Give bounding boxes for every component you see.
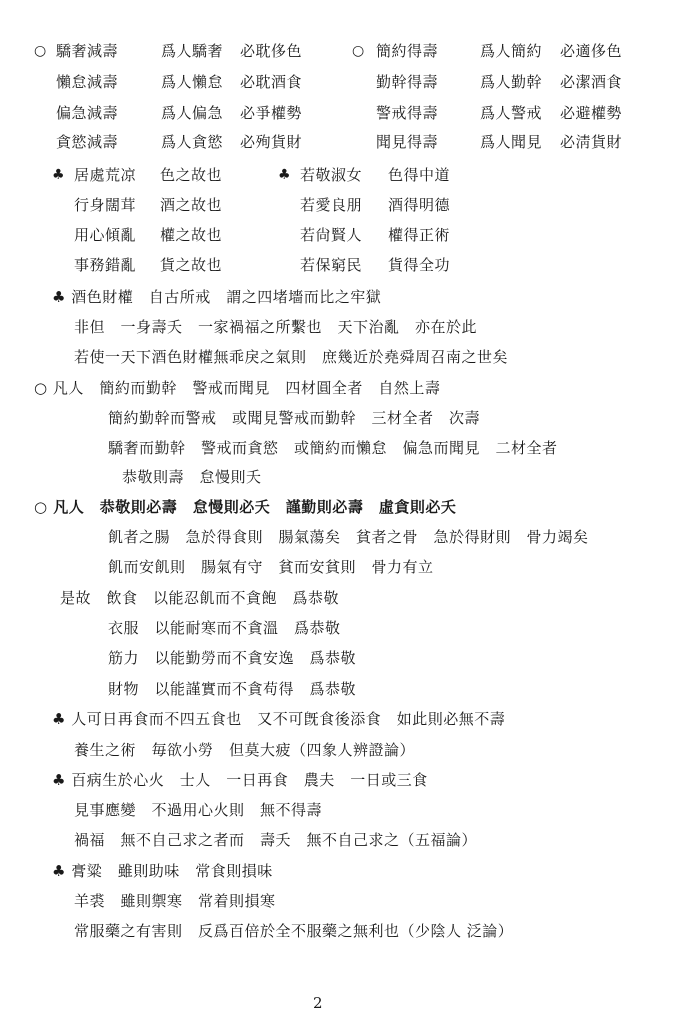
text-line: ♣ 人可日再食而不四五食也 又不可旣食後添食 如此則必無不壽 [52, 710, 506, 728]
text-cell: 權之故也 [160, 226, 223, 244]
text-cell: 聞見得壽 [376, 133, 439, 151]
text-line: 羊裘 雖則禦寒 常着則損寒 [74, 892, 276, 910]
text-line: ○ 凡人 簡約而勤幹 警戒而聞見 四材圓全者 自然上壽 [34, 379, 441, 397]
club-bullet-icon: ♣ [52, 167, 66, 183]
page-number: 2 [313, 994, 323, 1012]
text-line: 驕奢而勤幹 警戒而貪慾 或簡約而懶怠 偏急而聞見 二材全者 [108, 439, 558, 457]
text-line: 筋力 以能勤勞而不貪安逸 爲恭敬 [108, 649, 357, 667]
text-cell: 行身闊茸 [74, 196, 137, 214]
text-cell: 貨得全功 [388, 256, 451, 274]
text-cell: 用心傾亂 [74, 226, 137, 244]
text-cell: 懶怠減壽 [56, 73, 119, 91]
text-cell: 貨之故也 [160, 256, 223, 274]
text-cell: 必殉貨財 [240, 133, 303, 151]
text-cell: 必爭權勢 [240, 104, 303, 122]
text-cell: 爲人貪慾 [161, 133, 224, 151]
text-line: ○ 凡人 恭敬則必壽 怠慢則必夭 謹勤則必壽 虛貪則必夭 [34, 498, 457, 516]
text-cell: 警戒得壽 [376, 104, 439, 122]
text-cell: 若保窮民 [300, 256, 363, 274]
text-line: 簡約勤幹而警戒 或聞見警戒而勤幹 三材全者 次壽 [108, 409, 481, 427]
text-cell: 若敬淑女 [300, 166, 363, 184]
text-cell: 驕奢減壽 [56, 42, 119, 60]
text-cell: 爲人聞見 [480, 133, 543, 151]
text-cell: 必適侈色 [560, 42, 623, 60]
text-line: 衣服 以能耐寒而不貪溫 爲恭敬 [108, 619, 341, 637]
text-cell: 簡約得壽 [376, 42, 439, 60]
text-line: ♣ 酒色財權 自古所戒 謂之四堵墻而比之牢獄 [52, 288, 382, 306]
text-cell: 爲人警戒 [480, 104, 543, 122]
text-cell: 勤幹得壽 [376, 73, 439, 91]
text-cell: 爲人簡約 [480, 42, 543, 60]
text-line: 恭敬則壽 怠慢則夭 [122, 468, 262, 486]
text-line: 常服藥之有害則 反爲百倍於全不服藥之無利也（少陰人 泛論） [74, 922, 514, 940]
circle-bullet-icon: ○ [352, 43, 365, 59]
text-cell: 色得中道 [388, 166, 451, 184]
circle-bullet-icon: ○ [34, 43, 47, 59]
text-cell: 偏急減壽 [56, 104, 119, 122]
text-line: 若使一天下酒色財權無乖戾之氣則 庶幾近於堯舜周召南之世矣 [74, 348, 509, 366]
text-cell: 爲人偏急 [161, 104, 224, 122]
text-cell: 酒之故也 [160, 196, 223, 214]
text-line: ♣ 膏粱 雖則助味 常食則損味 [52, 862, 273, 880]
text-line: 是故 飲食 以能忍飢而不貪飽 爲恭敬 [60, 589, 340, 607]
text-cell: 必淸貨財 [560, 133, 623, 151]
text-cell: 必避權勢 [560, 104, 623, 122]
text-cell: 酒得明德 [388, 196, 451, 214]
text-cell: 色之故也 [160, 166, 223, 184]
text-cell: 爲人勤幹 [480, 73, 543, 91]
text-cell: 爲人驕奢 [161, 42, 224, 60]
text-cell: 權得正術 [388, 226, 451, 244]
text-line: 飢而安飢則 腸氣有守 貧而安貧則 骨力有立 [108, 558, 434, 576]
text-cell: 若尙賢人 [300, 226, 363, 244]
text-line: 飢者之腸 急於得食則 腸氣蕩矣 貧者之骨 急於得財則 骨力竭矣 [108, 528, 589, 546]
text-line: 非但 一身壽夭 一家禍福之所繫也 天下治亂 亦在於此 [74, 318, 478, 336]
text-cell: 事務錯亂 [74, 256, 137, 274]
text-cell: 必耽侈色 [240, 42, 303, 60]
text-cell: 貪慾減壽 [56, 133, 119, 151]
text-cell: 必潔酒食 [560, 73, 623, 91]
club-bullet-icon: ♣ [278, 167, 292, 183]
text-line: 養生之術 毎欲小勞 但莫大疲（四象人辨證論） [74, 741, 416, 759]
text-cell: 必耽酒食 [240, 73, 303, 91]
text-line: 見事應變 不過用心火則 無不得壽 [74, 801, 323, 819]
text-line: 禍福 無不自己求之者而 壽夭 無不自己求之（五福論） [74, 831, 478, 849]
text-line: 財物 以能謹實而不貪苟得 爲恭敬 [108, 680, 357, 698]
text-cell: 若愛良朋 [300, 196, 363, 214]
text-line: ♣ 百病生於心火 士人 一日再食 農夫 一日或三食 [52, 771, 428, 789]
text-cell: 爲人懶怠 [161, 73, 224, 91]
text-cell: 居處荒凉 [74, 166, 137, 184]
